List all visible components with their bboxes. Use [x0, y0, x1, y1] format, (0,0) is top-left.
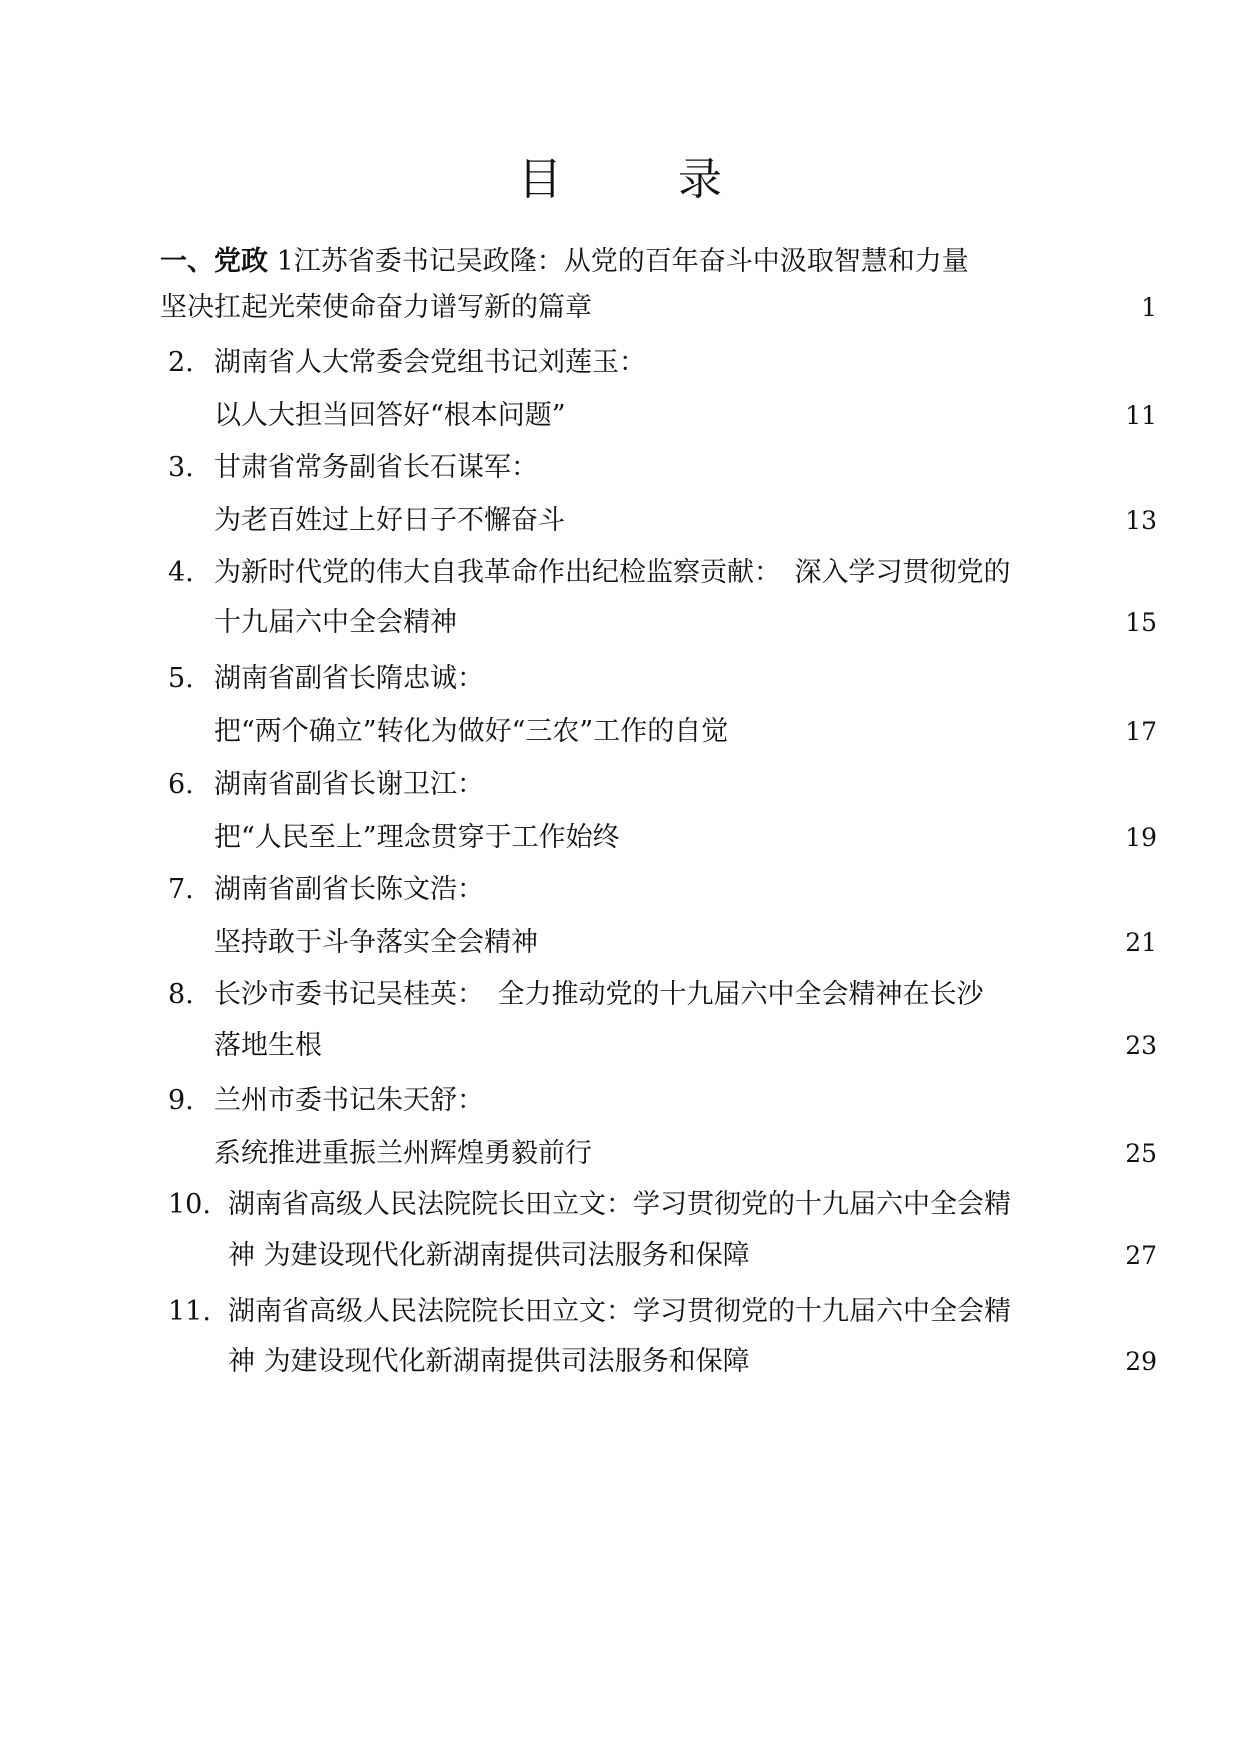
toc-entry-2-number: 2. — [168, 347, 194, 378]
toc-entry-4-line-2[interactable] — [214, 603, 457, 643]
toc-entry-7-page: 21 — [1125, 928, 1157, 957]
toc-entry-7-line-1[interactable] — [168, 870, 484, 910]
toc-entry-6-line-1[interactable] — [168, 765, 484, 805]
toc-entry-8-title-line-1: 长沙市委书记吴桂英： 全力推动党的十九届六中全会精神在长沙 — [214, 979, 984, 1010]
toc-entry-4-title-line-1: 为新时代党的伟大自我革命作出纪检监察贡献： 深入学习贯彻党的 — [214, 557, 1011, 588]
toc-entry-9-title-line-2: 系统推进重振兰州辉煌勇毅前行 — [214, 1138, 592, 1169]
toc-entry-10-number: 10. — [168, 1189, 211, 1220]
page-title: 目 录 — [518, 154, 758, 205]
toc-entry-8-page: 23 — [1125, 1031, 1157, 1060]
toc-entry-11-title-line-2: 神 为建设现代化新湖南提供司法服务和保障 — [228, 1346, 750, 1377]
toc-entry-9-page: 25 — [1125, 1139, 1157, 1168]
toc-entry-10-page: 27 — [1125, 1241, 1157, 1270]
toc-entry-10-line-2[interactable] — [228, 1236, 750, 1276]
toc-entry-5-title-line-1: 湖南省副省长隋忠诚： — [214, 663, 484, 694]
toc-entry-11-line-2[interactable] — [228, 1342, 750, 1382]
toc-entry-3-line-1[interactable] — [168, 448, 538, 488]
toc-entry-3-number: 3. — [168, 452, 194, 483]
toc-entry-3-line-2[interactable] — [214, 501, 565, 541]
toc-entry-1-title-line-1: 1江苏省委书记吴政隆：从党的百年奋斗中汲取智慧和力量 — [268, 246, 969, 277]
toc-entry-8-number: 8. — [168, 979, 194, 1010]
section-label: 一、党政 — [160, 246, 268, 277]
toc-entry-9-number: 9. — [168, 1085, 194, 1116]
toc-entry-6-number: 6. — [168, 769, 194, 800]
toc-entry-6-page: 19 — [1125, 823, 1157, 852]
toc-entry-4-line-1[interactable] — [168, 553, 1011, 593]
toc-entry-7-title-line-1: 湖南省副省长陈文浩： — [214, 874, 484, 905]
toc-entry-5-title-line-2: 把“两个确立”转化为做好“三农”工作的自觉 — [214, 716, 729, 747]
toc-entry-8-line-1[interactable] — [168, 975, 984, 1015]
toc-entry-9-line-1[interactable] — [168, 1081, 484, 1121]
toc-section-line-2[interactable] — [160, 288, 592, 328]
toc-entry-2-title-line-1: 湖南省人大常委会党组书记刘莲玉： — [214, 347, 646, 378]
toc-entry-10-title-line-2: 神 为建设现代化新湖南提供司法服务和保障 — [228, 1240, 750, 1271]
toc-entry-5-number: 5. — [168, 663, 194, 694]
toc-entry-3-title-line-1: 甘肃省常务副省长石谋军： — [214, 452, 538, 483]
toc-entry-6-title-line-2: 把“人民至上”理念贯穿于工作始终 — [214, 822, 620, 853]
toc-entry-11-title-line-1: 湖南省高级人民法院院长田立文：学习贯彻党的十九届六中全会精 — [228, 1296, 1011, 1327]
toc-entry-6-title-line-1: 湖南省副省长谢卫江： — [214, 769, 484, 800]
toc-entry-11-line-1[interactable] — [168, 1292, 1011, 1332]
toc-entry-10-line-1[interactable] — [168, 1185, 1011, 1225]
toc-entry-7-line-2[interactable] — [214, 923, 538, 963]
toc-entry-10-title-line-1: 湖南省高级人民法院院长田立文：学习贯彻党的十九届六中全会精 — [228, 1189, 1011, 1220]
toc-entry-11-page: 29 — [1125, 1347, 1157, 1376]
toc-entry-1-page: 1 — [1141, 293, 1157, 322]
toc-section-line-1[interactable] — [160, 242, 969, 282]
toc-entry-2-line-2[interactable] — [214, 396, 566, 436]
toc-entry-3-title-line-2: 为老百姓过上好日子不懈奋斗 — [214, 505, 565, 536]
toc-entry-2-page: 11 — [1125, 401, 1157, 430]
toc-entry-8-title-line-2: 落地生根 — [214, 1030, 322, 1061]
toc-entry-2-title-line-2: 以人大担当回答好“根本问题” — [214, 400, 566, 431]
toc-entry-9-line-2[interactable] — [214, 1134, 592, 1174]
toc-entry-4-title-line-2: 十九届六中全会精神 — [214, 607, 457, 638]
toc-entry-9-title-line-1: 兰州市委书记朱天舒： — [214, 1085, 484, 1116]
toc-entry-3-page: 13 — [1125, 506, 1157, 535]
toc-entry-2-line-1[interactable] — [168, 343, 646, 383]
toc-entry-8-line-2[interactable] — [214, 1026, 322, 1066]
toc-entry-7-title-line-2: 坚持敢于斗争落实全会精神 — [214, 927, 538, 958]
toc-entry-5-line-1[interactable] — [168, 659, 484, 699]
toc-entry-11-number: 11. — [168, 1296, 211, 1327]
toc-entry-6-line-2[interactable] — [214, 818, 620, 858]
toc-entry-5-line-2[interactable] — [214, 712, 728, 752]
toc-entry-4-number: 4. — [168, 557, 194, 588]
toc-entry-4-page: 15 — [1125, 608, 1157, 637]
toc-entry-7-number: 7. — [168, 874, 194, 905]
toc-entry-5-page: 17 — [1125, 717, 1157, 746]
toc-entry-1-title-line-2: 坚决扛起光荣使命奋力谱写新的篇章 — [160, 292, 592, 323]
